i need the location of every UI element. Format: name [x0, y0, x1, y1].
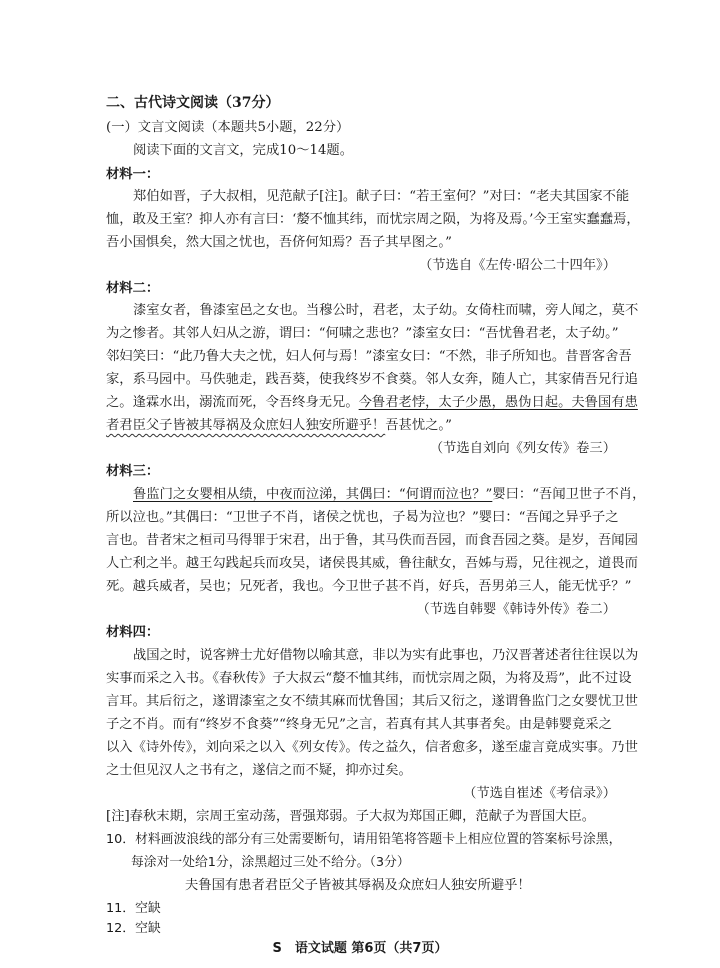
material-4-line: 言耳。其后衍之，遂谓漆室之女不绩其麻而忧鲁国；其后又衍之，遂谓鲁监门之女婴忧卫世	[106, 694, 638, 709]
material-4-heading: 材料四：	[106, 625, 160, 640]
material-4-line: 子之不肖。而有“终岁不食葵”“终身无兄”之言，若真有其人其事者矣。由是韩婴竟采之	[106, 717, 612, 732]
annotation-note: [注]春秋末期，宗周王室动荡，晋强郑弱。子大叔为郑国正卿，范献子为晋国大臣。	[106, 809, 596, 824]
material-4-source: （节选自崔述《考信录》）	[463, 786, 616, 801]
material-1-line: 吾小国惧矣，然大国之忧也，吾侪何知焉？吾子其早图之。”	[106, 235, 452, 250]
material-3-line: 言也。昔者宋之桓司马得罪于宋君，出于鲁，其马佚而吾园，而食吾园之葵。是岁，吾闻园	[106, 533, 638, 548]
material-2-text: 吾甚忧之。”	[385, 418, 452, 433]
material-3-source: （节选自韩婴《韩诗外传》卷二）	[416, 602, 616, 617]
material-2-line: 家，系马园中。马佚驰走，践吾葵，使我终岁不食葵。邻人女奔，随人亡，其家倩吾兄行追	[106, 372, 638, 387]
subsection-title: (一）文言文阅读（本题共5小题，22分）	[106, 120, 350, 135]
material-3-line	[133, 486, 645, 504]
material-4-line: 之士但见汉人之书有之，遂信之而不疑，抑亦过矣。	[106, 763, 412, 778]
question-10-sentence: 夫鲁国有患者君臣父子皆被其辱祸及众庶妇人独安所避乎！	[185, 878, 531, 893]
material-1-source: （节选自《左传·昭公二十四年》）	[418, 258, 616, 273]
material-1-heading: 材料一：	[106, 167, 160, 182]
section-title: 二、古代诗文阅读（37分）	[106, 95, 280, 111]
wavy-underline-text: 今鲁君老悖，太子少愚，愚伪日起。夫鲁国有患	[358, 395, 638, 410]
material-2-line: 漆室女者，鲁漆室邑之女也。当穆公时，君老，太子幼。女倚柱而啸，旁人闻之，莫不	[133, 303, 639, 318]
question-12: 12．空缺	[106, 921, 161, 936]
question-10: 10．材料画波浪线的部分有三处需要断句，请用铅笔将答题卡上相应位置的答案标号涂黑，	[106, 832, 622, 847]
underlined-text: 鲁监门之女婴相从绩，中夜而泣涕，其偶曰：“何谓而泣也？”	[133, 487, 493, 502]
question-10-continued: 每涂对一处给1分，涂黑超过三处不给分。（3分）	[131, 855, 410, 870]
material-4-line: 以入《诗外传》，刘向采之以入《列女传》。传之益久，信者愈多，遂至虚言竟成实事。乃世	[106, 740, 638, 755]
material-3-line: 人亡利之半。越王勾践起兵而攻吴，诸侯畏其威，鲁往献女，吾姊与焉，兄往视之，道畏而	[106, 556, 638, 571]
material-3-line: 死。越兵威者，吴也；兄死者，我也。今卫世子甚不肖，好兵，吾男弟三人，能无忧乎？”	[106, 579, 632, 594]
question-11: 11．空缺	[106, 901, 161, 916]
material-4-line: 实事而采之入书。《春秋传》子大叔云“嫠不恤其纬，而忧宗周之陨，为将及焉”，此不过设	[106, 671, 632, 686]
material-2-line: 为之惨者。其邻人妇从之游，谓曰：“何啸之悲也？”漆室女曰：“吾忧鲁君老，太子幼。”	[106, 326, 619, 341]
instruction: 阅读下面的文言文，完成10～14题。	[133, 143, 353, 158]
material-1-line: 恤，敢及王室？抑人亦有言曰：‘嫠不恤其纬，而忧宗周之陨，为将及焉。’今王室实蠢蠢焉，	[106, 212, 640, 227]
material-2-line: 邻妇笑曰：“此乃鲁大夫之忧，妇人何与焉！”漆室女曰：“不然，非子所知也。昔晋客舍吾	[106, 349, 632, 364]
material-1-line: 郑伯如晋，子大叔相，见范献子[注]。献子曰：“若王室何？”对曰：“老夫其国家不能	[133, 189, 630, 204]
page-footer: S 语文试题 第6页（共7页）	[272, 941, 448, 956]
wavy-underline-text: 者君臣父子皆被其辱祸及众庶妇人独安所避乎！	[106, 418, 386, 433]
material-3-line: 所以泣也。”其偶曰：“卫世子不肖，诸侯之忧也，子曷为泣也？”婴曰：“吾闻之异乎子之	[106, 510, 619, 525]
material-2-text: 之。逢霖水出，溺流而死，令吾终身无兄。	[106, 395, 359, 410]
material-2-line	[106, 417, 452, 435]
material-2-source: （节选自刘向《列女传》卷三）	[429, 441, 616, 456]
material-2-line	[106, 394, 638, 412]
material-3-heading: 材料三：	[106, 464, 160, 479]
material-3-text: 婴曰：“吾闻卫世子不肖，	[492, 487, 646, 502]
material-4-line: 战国之时，说客辨士尤好借物以喻其意，非以为实有此事也，乃汉晋著述者往往误以为	[133, 648, 639, 663]
material-2-heading: 材料二：	[106, 281, 160, 296]
